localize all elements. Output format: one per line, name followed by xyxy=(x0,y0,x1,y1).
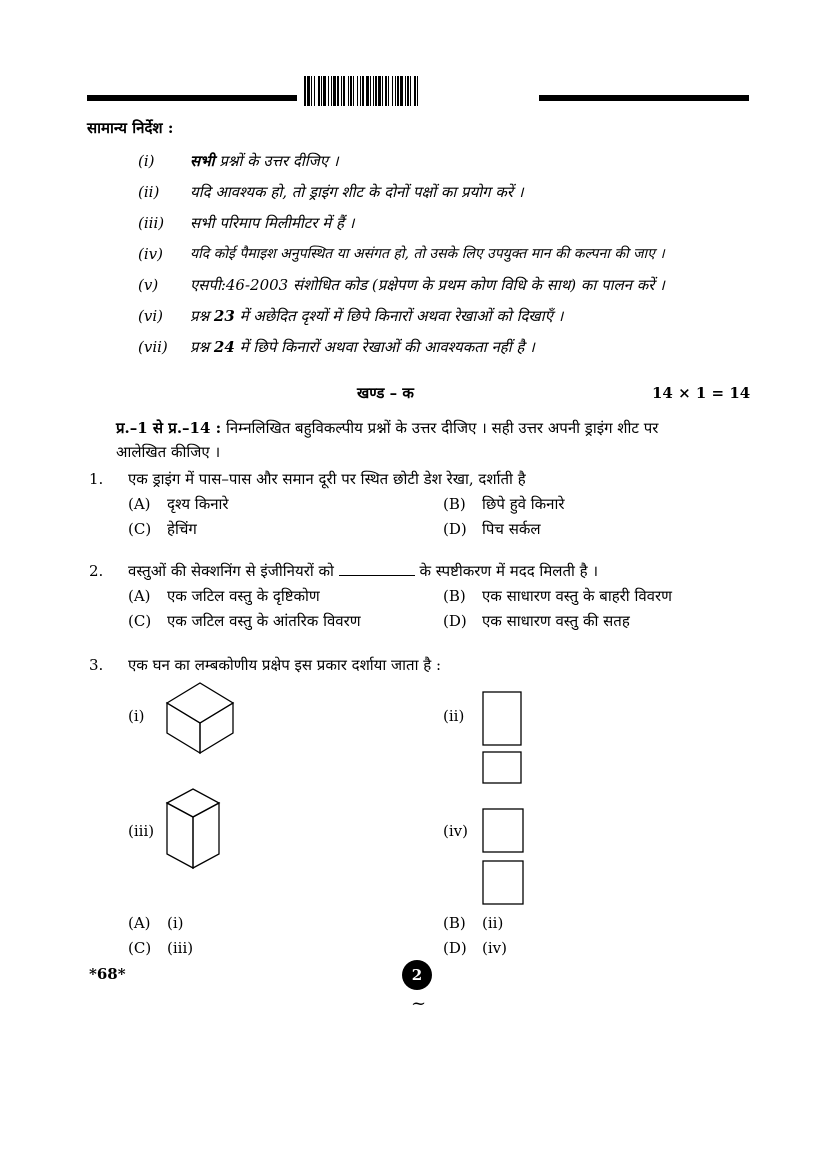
instruction-text: एसपी:46-2003 संशोधित कोड (प्रक्षेपण के प्रथम कोण विधि के साथ) का पालन करें । xyxy=(190,276,665,294)
instruction-bold: सभी xyxy=(190,152,215,170)
instruction-num: (vii) xyxy=(138,338,168,356)
instruction-text xyxy=(190,151,339,171)
instruction-text: यदि आवश्यक हो, तो ड्राइंग शीट के दोनों पक्षों का प्रयोग करें । xyxy=(190,183,524,201)
option-text: एक जटिल वस्तु के आंतरिक विवरण xyxy=(167,612,361,630)
option-text: एक जटिल वस्तु के दृष्टिकोण xyxy=(167,587,320,605)
figure-label: (iv) xyxy=(443,822,468,840)
question-text: एक घन का लम्बकोणीय प्रक्षेप इस प्रकार दर्शाया जाता है : xyxy=(128,656,442,674)
question-text xyxy=(128,561,598,581)
instruction-rest: में छिपे किनारों अथवा रेखाओं की आवश्यकता नहीं है । xyxy=(234,338,535,356)
instruction-pre: प्रश्न xyxy=(190,338,214,356)
option-text: (iii) xyxy=(167,939,194,957)
header-rule-right xyxy=(539,95,749,101)
figure-label: (iii) xyxy=(128,822,155,840)
instruction-rest: में अछेदित दृश्यों में छिपे किनारों अथवा रेखाओं को दिखाएँ । xyxy=(234,307,564,325)
page-number-badge: 2 xyxy=(402,960,432,990)
general-instructions-title: सामान्य निर्देश : xyxy=(87,119,174,137)
answer-blank xyxy=(339,563,415,576)
footer-tilde: ~ xyxy=(411,993,427,1014)
question-text-after: के स्पष्टीकरण में मदद मिलती है । xyxy=(419,562,599,580)
option-text: हेचिंग xyxy=(167,520,197,538)
instruction-text xyxy=(190,306,563,326)
instruction-text xyxy=(190,337,535,357)
option-label: (D) xyxy=(443,612,467,630)
instruction-bold: 23 xyxy=(213,307,235,325)
question-number: 1. xyxy=(89,470,104,488)
figure-tall-prism-isometric xyxy=(166,788,222,870)
figure-label: (i) xyxy=(128,707,145,725)
option-text: (iv) xyxy=(482,939,507,957)
option-text: एक साधारण वस्तु की सतह xyxy=(482,612,630,630)
figure-two-squares-stacked xyxy=(482,808,526,908)
instruction-num: (vi) xyxy=(138,307,163,325)
option-label: (A) xyxy=(128,495,151,513)
instruction-num: (ii) xyxy=(138,183,160,201)
question-number: 3. xyxy=(89,656,104,674)
option-label: (A) xyxy=(128,914,151,932)
option-text: दृश्य किनारे xyxy=(167,495,229,513)
section-title: खण्ड – क xyxy=(357,384,414,402)
option-label: (B) xyxy=(443,914,466,932)
option-label: (C) xyxy=(128,939,152,957)
section-marks: 14 × 1 = 14 xyxy=(652,384,751,402)
option-label: (C) xyxy=(128,520,152,538)
section-instruction-bold: प्र.–1 से प्र.–14 : xyxy=(116,419,222,437)
instruction-num: (v) xyxy=(138,276,159,294)
option-text: पिच सर्कल xyxy=(482,520,541,538)
option-text: छिपे हुवे किनारे xyxy=(482,495,565,513)
question-text-before: वस्तुओं की सेक्शनिंग से इंजीनियरों को xyxy=(128,562,334,580)
question-text: एक ड्राइंग में पास–पास और समान दूरी पर स्थित छोटी डेश रेखा, दर्शाती है xyxy=(128,470,526,488)
option-label: (B) xyxy=(443,495,466,513)
instruction-bold: 24 xyxy=(213,338,235,356)
instruction-text: यदि कोई पैमाइश अनुपस्थित या असंगत हो, तो उसके लिए उपयुक्त मान की कल्पना की जाए । xyxy=(190,246,665,262)
figure-tall-rect-over-small-rect xyxy=(482,691,524,785)
instruction-pre: प्रश्न xyxy=(190,307,214,325)
section-instruction-text: निम्नलिखित बहुविकल्पीय प्रश्नों के उत्तर दीजिए । सही उत्तर अपनी ड्राइंग शीट पर xyxy=(221,419,659,437)
section-instruction-line1 xyxy=(116,418,658,438)
option-label: (B) xyxy=(443,587,466,605)
option-text: (i) xyxy=(167,914,184,932)
instruction-num: (i) xyxy=(138,152,155,170)
option-label: (D) xyxy=(443,520,467,538)
instruction-text: सभी परिमाप मिलीमीटर में हैं । xyxy=(190,214,355,232)
paper-code: *68* xyxy=(89,965,126,983)
option-label: (C) xyxy=(128,612,152,630)
option-label: (D) xyxy=(443,939,467,957)
question-number: 2. xyxy=(89,562,104,580)
instruction-rest: प्रश्नों के उत्तर दीजिए । xyxy=(214,152,339,170)
option-text: (ii) xyxy=(482,914,504,932)
header-rule-left xyxy=(87,95,297,101)
option-label: (A) xyxy=(128,587,151,605)
section-instruction-line2: आलेखित कीजिए । xyxy=(116,443,221,461)
option-text: एक साधारण वस्तु के बाहरी विवरण xyxy=(482,587,672,605)
instruction-num: (iv) xyxy=(138,245,163,263)
barcode xyxy=(304,76,532,106)
figure-label: (ii) xyxy=(443,707,465,725)
barcode-bar xyxy=(418,76,420,106)
figure-cube-isometric xyxy=(166,682,236,754)
instruction-num: (iii) xyxy=(138,214,165,232)
